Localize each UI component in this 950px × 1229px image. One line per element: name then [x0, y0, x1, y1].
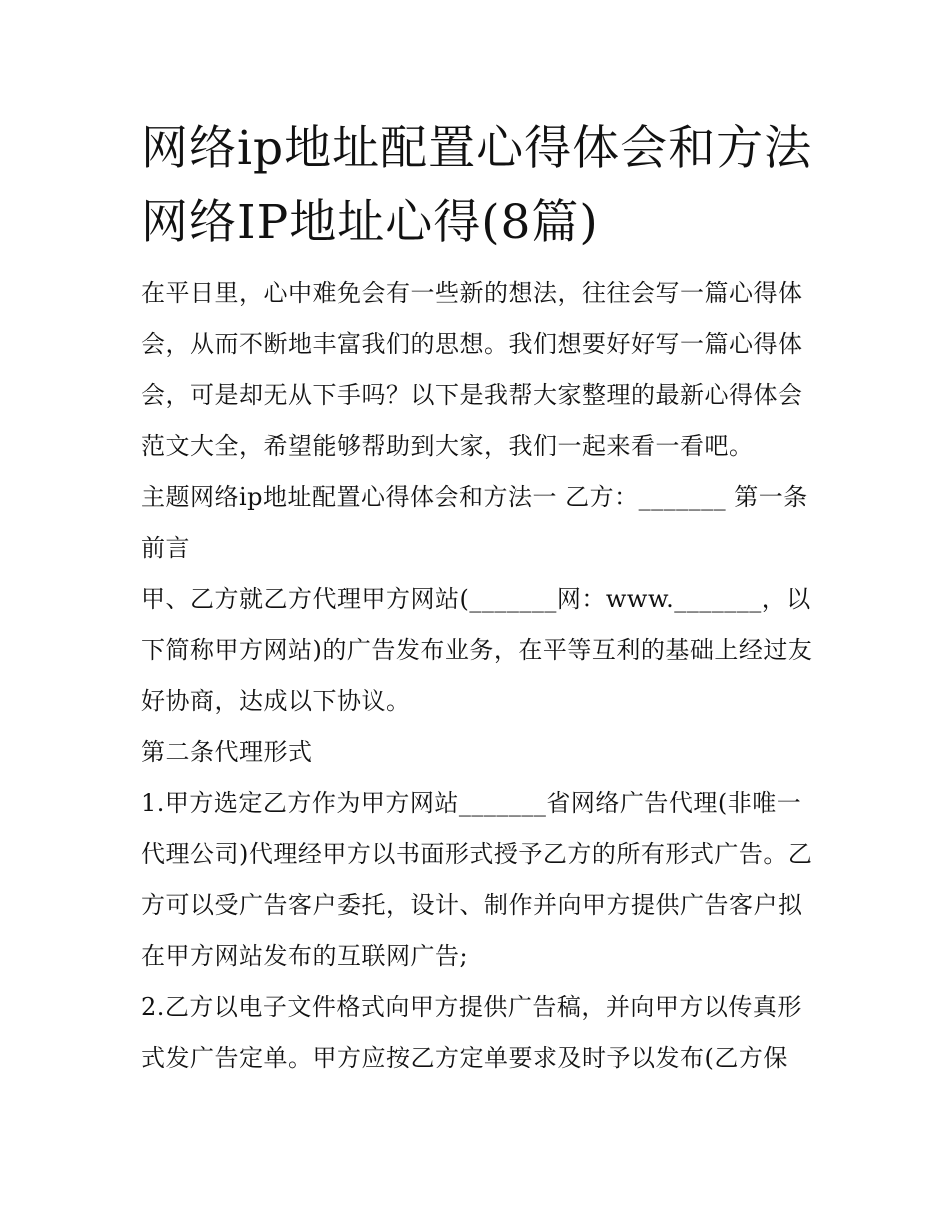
- topic-paragraph: 主题网络ip地址配置心得体会和方法一 乙方：_______ 第一条前言: [141, 483, 808, 562]
- agreement-paragraph: 甲、乙方就乙方代理甲方网站(_______网：www._______，以下简称甲方网站)的广告发布业务，在平等互利的基础上经过友好协商，达成以下协议。: [141, 585, 813, 715]
- intro-paragraph: 在平日里，心中难免会有一些新的想法，往往会写一篇心得体会，从而不断地丰富我们的思想。我们想要好好写一篇心得体会，可是却无从下手吗？以下是我帮大家整理的最新心得体会范文大全，希望能够帮助到大家，我们一起来看一看吧。: [141, 279, 803, 460]
- document-title: 网络ip地址配置心得体会和方法 网络IP地址心得(8篇): [141, 121, 813, 250]
- section-heading-agency-form: 第二条代理形式: [141, 738, 313, 766]
- clause-2-paragraph: 2.乙方以电子文件格式向甲方提供广告稿，并向甲方以传真形式发广告定单。甲方应按乙方定单要求及时予以发布(乙方保: [141, 993, 802, 1072]
- document-page: [141, 112, 821, 1084]
- clause-1-paragraph: 1.甲方选定乙方作为甲方网站_______省网络广告代理(非唯一代理公司)代理经甲方以书面形式授予乙方的所有形式广告。乙方可以受广告客户委托，设计、制作并向甲方提供广告客户拟在甲方网站发布的互联网广告;: [141, 789, 813, 970]
